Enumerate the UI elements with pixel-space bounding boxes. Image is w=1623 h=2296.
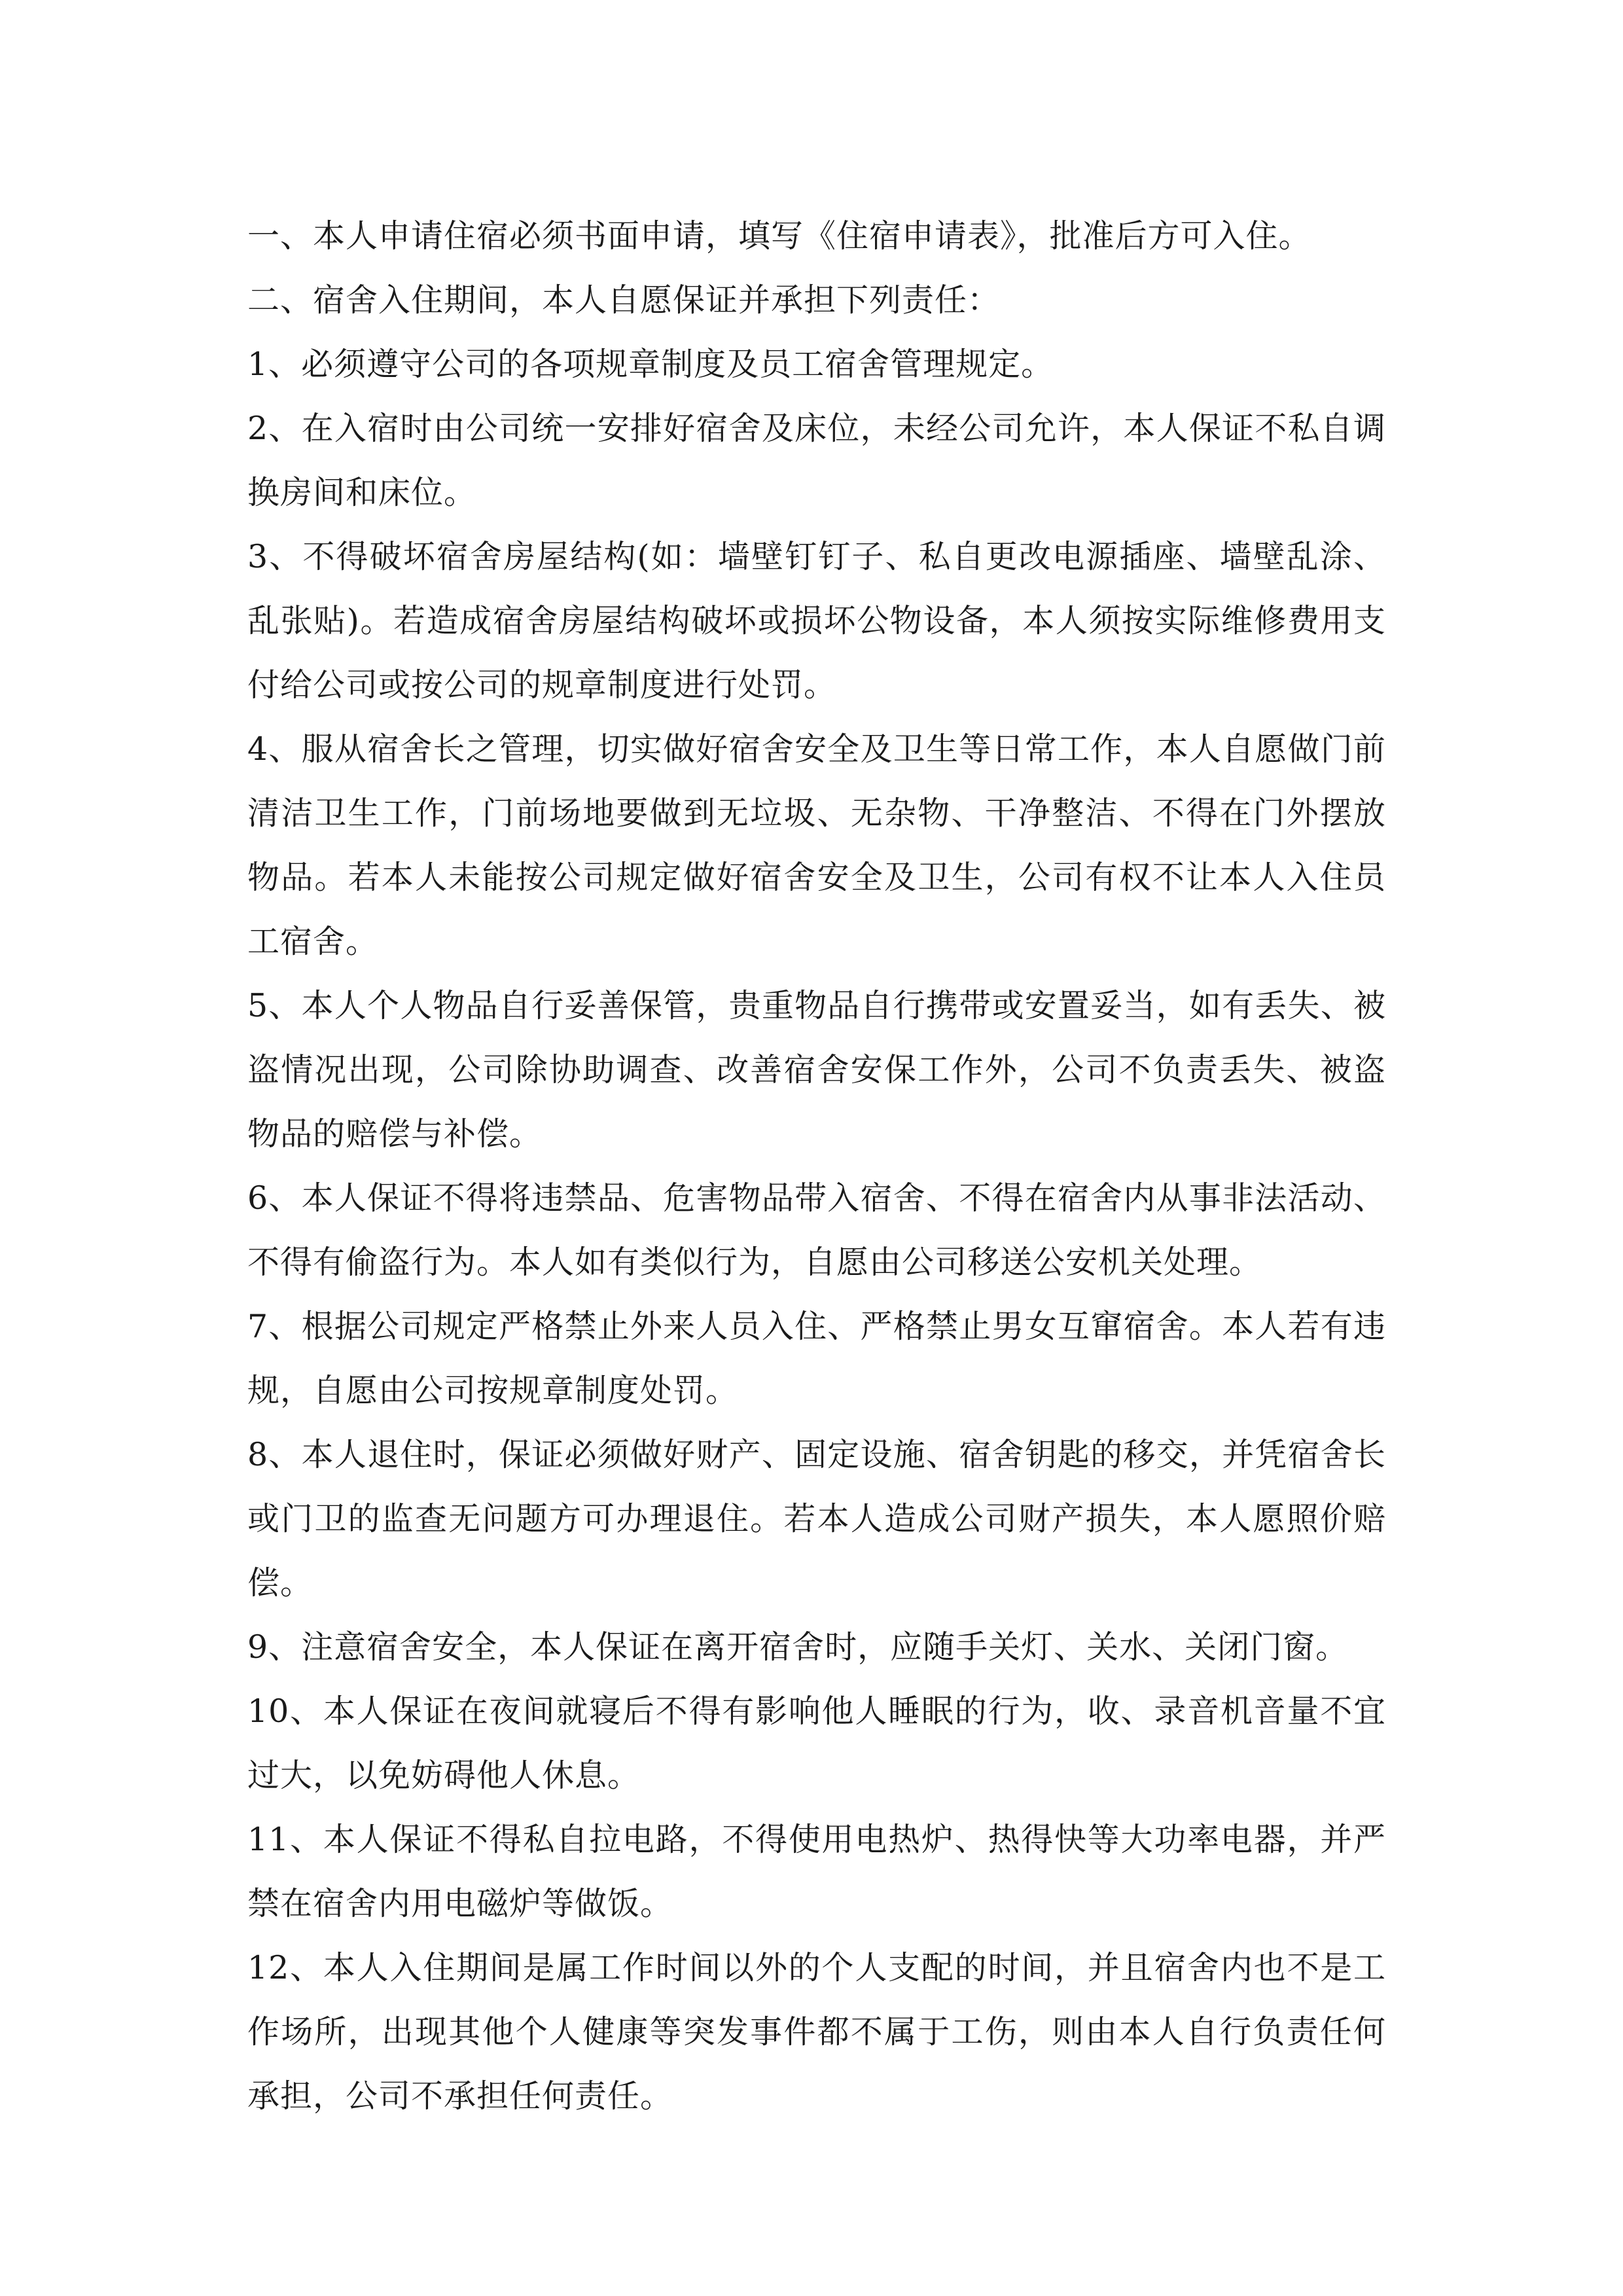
paragraph-rule-6: 6、本人保证不得将违禁品、危害物品带入宿舍、不得在宿舍内从事非法活动、不得有偷盗行为。本人如有类似行为，自愿由公司移送公安机关处理。 [247, 1179, 1386, 1281]
paragraph-rule-2: 2、在入宿时由公司统一安排好宿舍及床位，未经公司允许，本人保证不私自调换房间和床位。 [247, 410, 1386, 511]
paragraph-responsibilities-heading: 二、宿舍入住期间，本人自愿保证并承担下列责任： [247, 281, 1001, 319]
paragraph-rule-4: 4、服从宿舍长之管理，切实做好宿舍安全及卫生等日常工作，本人自愿做门前清洁卫生工作，门前场地要做到无垃圾、无杂物、干净整洁、不得在门外摆放物品。若本人未能按公司规定做好宿舍安全及卫生，公司有权不让本人入住员工宿舍。 [247, 730, 1386, 960]
paragraph-rule-8: 8、本人退住时，保证必须做好财产、固定设施、宿舍钥匙的移交，并凭宿舍长或门卫的监查无问题方可办理退住。若本人造成公司财产损失，本人愿照价赔偿。 [247, 1436, 1386, 1602]
paragraph-rule-3: 3、不得破坏宿舍房屋结构(如：墙壁钉钉子、私自更改电源插座、墙壁乱涂、乱张贴)。若造成宿舍房屋结构破坏或损坏公物设备，本人须按实际维修费用支付给公司或按公司的规章制度进行处罚。 [247, 538, 1386, 704]
paragraph-rule-12: 12、本人入住期间是属工作时间以外的个人支配的时间，并且宿舍内也不是工作场所，出现其他个人健康等突发事件都不属于工伤，则由本人自行负责任何承担，公司不承担任何责任。 [247, 1949, 1386, 2115]
paragraph-rule-10: 10、本人保证在夜间就寝后不得有影响他人睡眠的行为，收、录音机音量不宜过大，以免妨碍他人休息。 [247, 1693, 1386, 1794]
document-body [247, 204, 1386, 2128]
paragraph-rule-9: 9、注意宿舍安全，本人保证在离开宿舍时，应随手关灯、关水、关闭门窗。 [247, 1628, 1349, 1666]
paragraph-rule-5: 5、本人个人物品自行妥善保管，贵重物品自行携带或安置妥当，如有丢失、被盗情况出现，公司除协助调查、改善宿舍安保工作外，公司不负责丢失、被盗物品的赔偿与补偿。 [247, 987, 1386, 1153]
paragraph-rule-1: 1、必须遵守公司的各项规章制度及员工宿舍管理规定。 [247, 346, 1054, 383]
paragraph-application: 一、本人申请住宿必须书面申请，填写《住宿申请表》，批准后方可入住。 [247, 217, 1311, 255]
paragraph-rule-11: 11、本人保证不得私自拉电路，不得使用电热炉、热得快等大功率电器，并严禁在宿舍内用电磁炉等做饭。 [247, 1821, 1386, 1922]
paragraph-rule-7: 7、根据公司规定严格禁止外来人员入住、严格禁止男女互窜宿舍。本人若有违规，自愿由公司按规章制度处罚。 [247, 1308, 1386, 1409]
